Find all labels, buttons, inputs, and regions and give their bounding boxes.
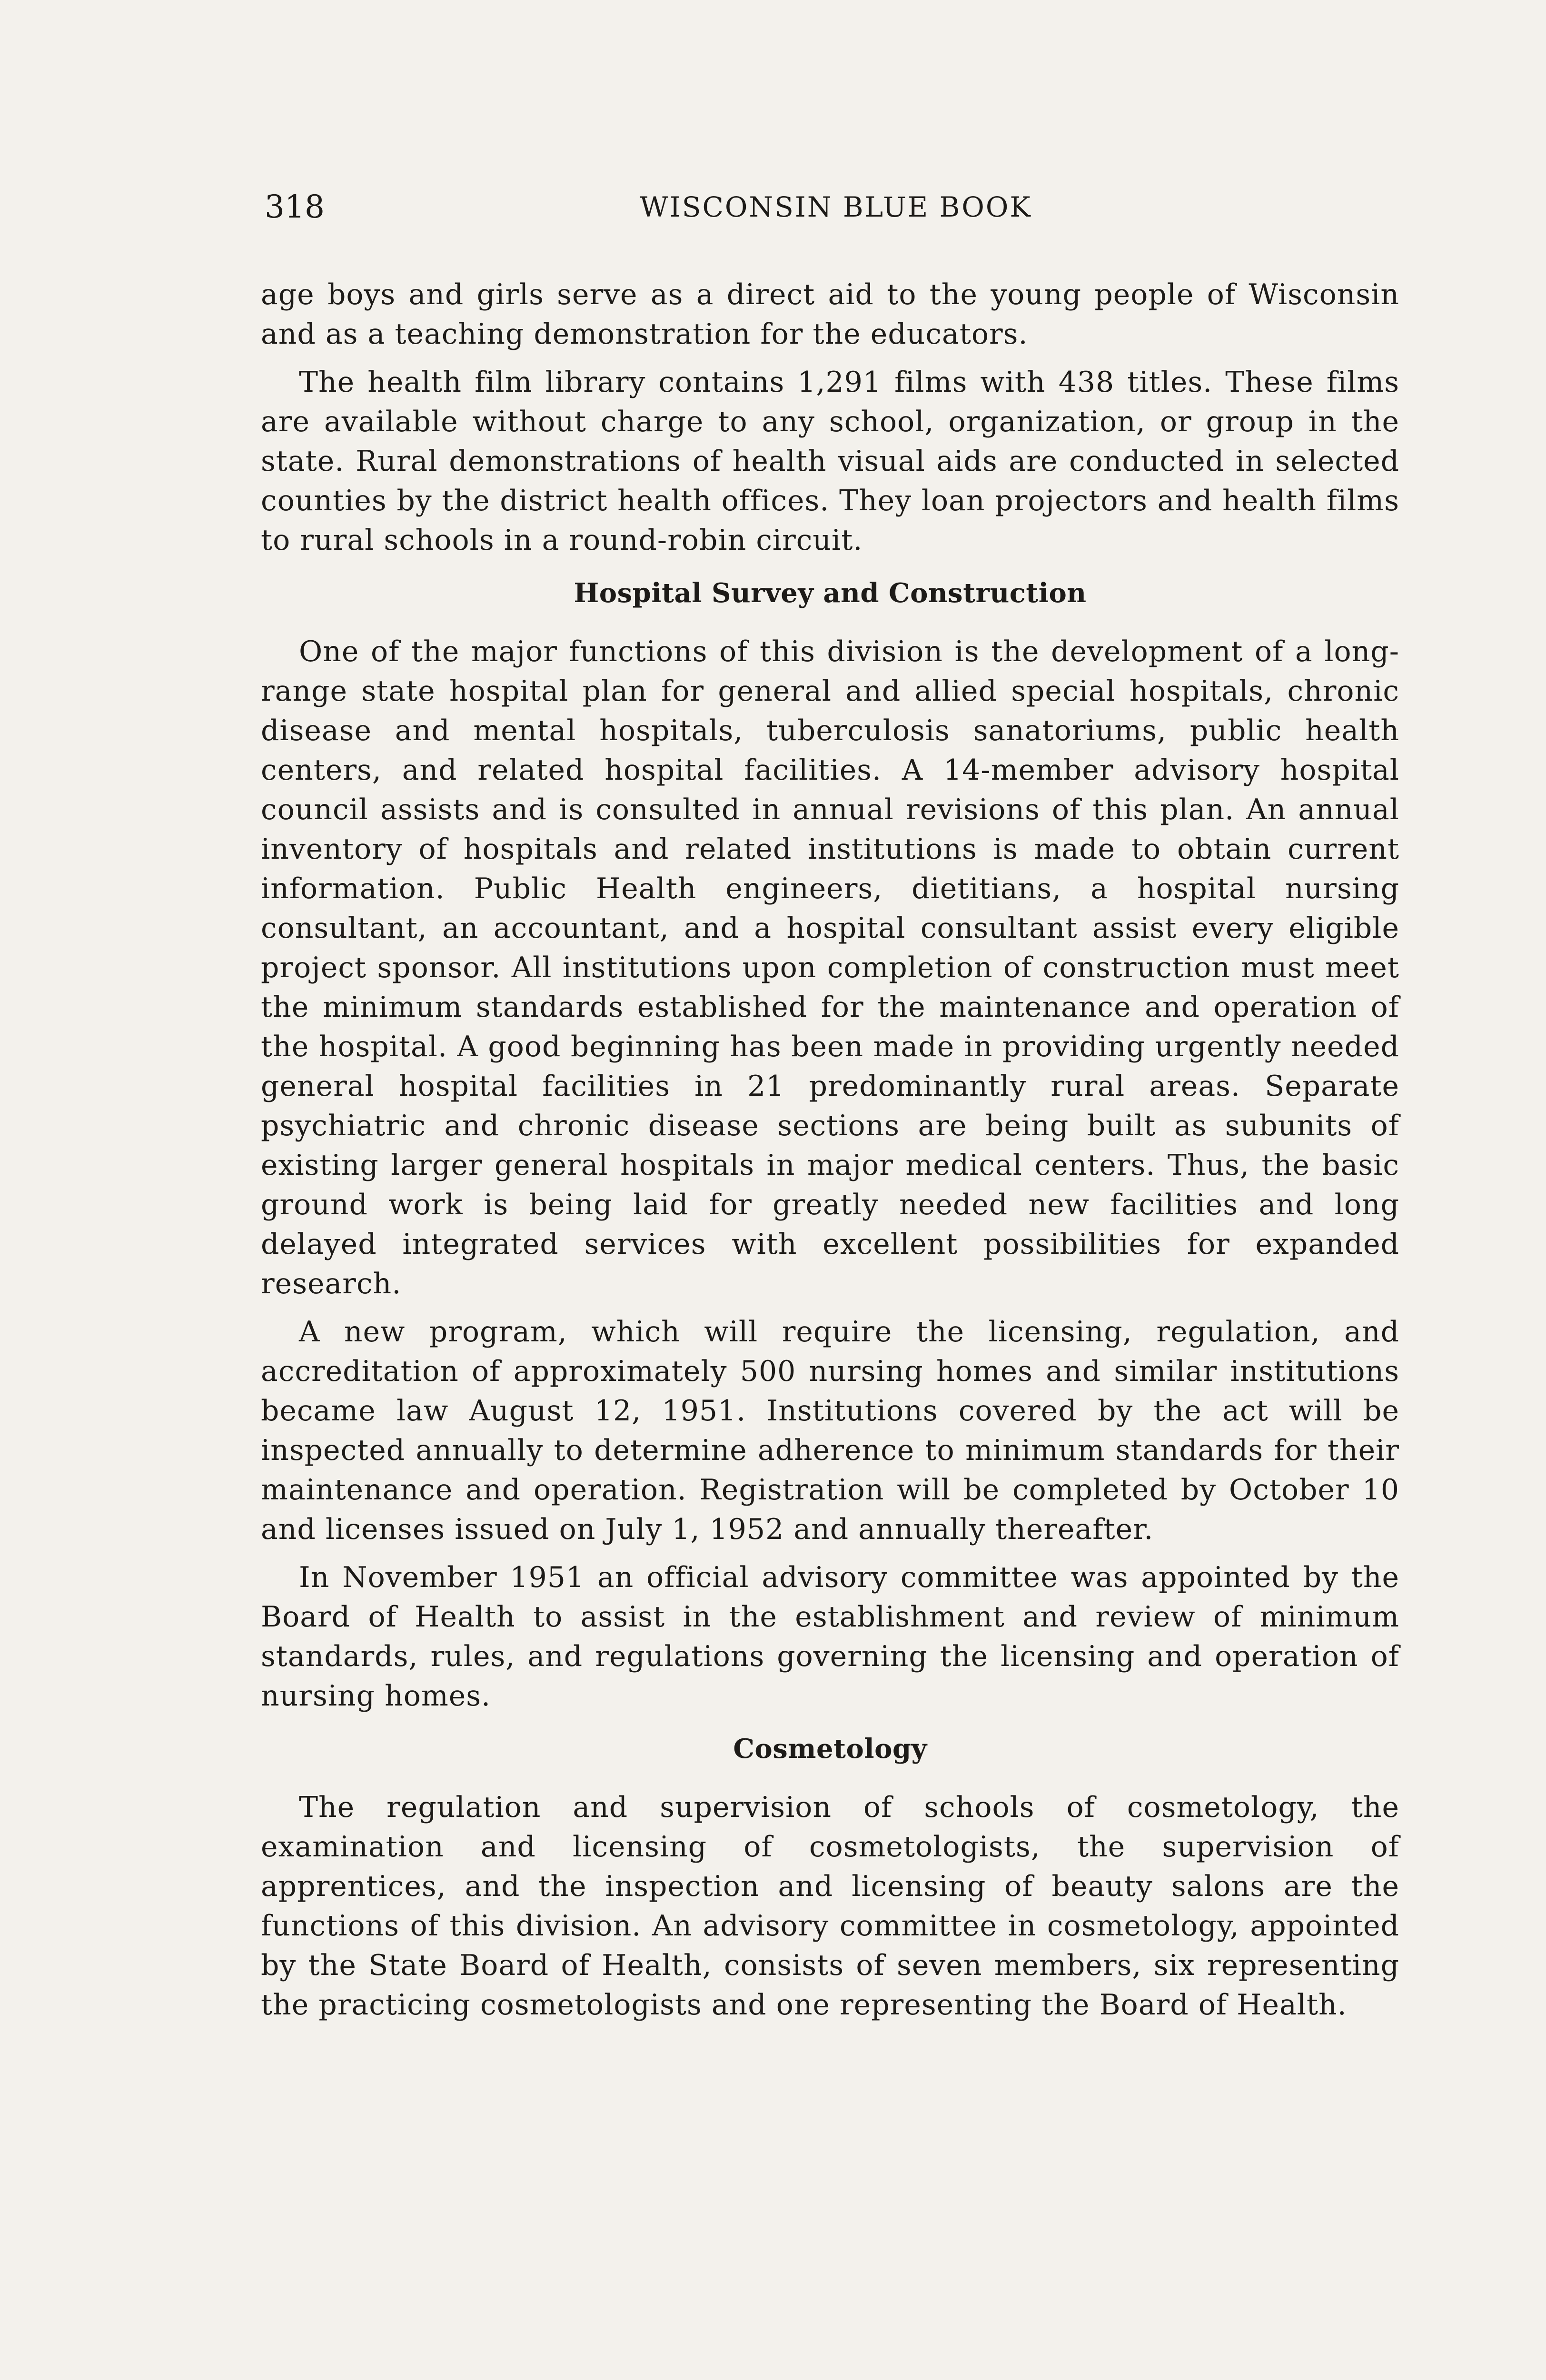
- page-header: [265, 181, 1407, 233]
- paragraph-hospital-plan: One of the major functions of this division is the development of a long-range state hospital plan for general and allied special hospitals, chronic disease and mental hospitals, tuberculosis sanatoriums, public health centers, and related hospital facilities. A 14-member advisory hospital council assists and is consulted in annual revisions of this plan. An annual inventory of hospitals and related institutions is made to obtain current information. Public Health engineers, dietitians, a hospital nursing consultant, an accountant, and a hospital consultant assist every eligible project sponsor. All institutions upon completion of construction must meet the minimum standards established for the maintenance and operation of the hospital. A good beginning has been made in providing urgently needed general hospital facilities in 21 predominantly rural areas. Separate psychiatric and chronic disease sections are being built as subunits of existing larger general hospitals in major medical centers. Thus, the basic ground work is being laid for greatly needed new facilities and long delayed integrated services with excellent possibilities for expanded research.: [261, 635, 1399, 1300]
- paragraph-cosmetology: The regulation and supervision of schools of cosmetology, the examination and licensing of cosmetologists, the supervision of apprentices, and the inspection and licensing of beauty salons are the functions of this division. An advisory committee in cosmetology, appointed by the State Board of Health, consists of seven members, six representing the practicing cosmetologists and one representing the Board of Health.: [261, 1791, 1399, 2022]
- paragraph-continued: age boys and girls serve as a direct aid to the young people of Wisconsin and as a teaching demonstration for the educators.: [261, 278, 1399, 351]
- page-number: 318: [265, 188, 325, 225]
- paragraph-film-library: The health film library contains 1,291 films with 438 titles. These films are available without charge to any school, organization, or group in the state. Rural demonstrations of health visual aids are conducted in selected counties by the district health offices. They loan projectors and health films to rural schools in a round-robin circuit.: [261, 366, 1399, 557]
- section-heading-hospital-survey: Hospital Survey and Construction: [574, 577, 1087, 609]
- paragraph-nursing-homes-program: A new program, which will require the licensing, regulation, and accreditation of approximately 500 nursing homes and similar institutions became law August 12, 1951. Institutions covered by the act will be inspected annually to determine adherence to minimum standards for their maintenance and operation. Registration will be completed by October 10 and licenses issued on July 1, 1952 and annually thereafter.: [261, 1315, 1399, 1546]
- paragraph-advisory-committee: In November 1951 an official advisory committee was appointed by the Board of Health to assist in the establishment and review of minimum standards, rules, and regulations governing the licensing and operation of nursing homes.: [261, 1561, 1399, 1713]
- page-body: [261, 275, 1399, 2033]
- running-title: WISCONSIN BLUE BOOK: [640, 191, 1032, 223]
- section-heading-cosmetology: Cosmetology: [733, 1733, 927, 1765]
